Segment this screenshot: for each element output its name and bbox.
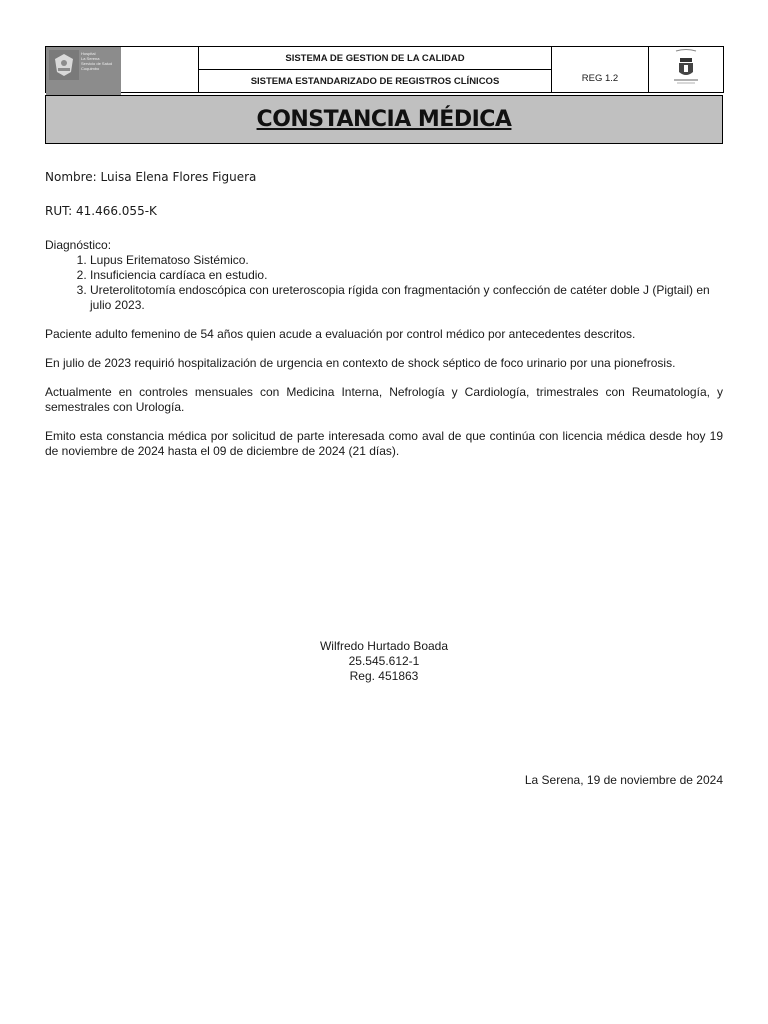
doctor-rut: 25.545.612-1 [348,654,420,668]
body-paragraph: Emito esta constancia médica por solicitud de parte interesada como aval de que continúa con licencia médica desde hoy 19 de noviembre de 2024 hasta el 09 de diciembre de 2024 (21 días). [45,429,723,458]
title-banner [45,95,723,144]
system-subtitle: SISTEMA ESTANDARIZADO DE REGISTROS CLÍNICOS [250,75,500,87]
body-paragraph: Paciente adulto femenino de 54 años quien acude a evaluación por control médico por antecedentes descritos. [45,327,636,341]
place-date: La Serena, 19 de noviembre de 2024 [524,773,723,787]
reg-code: REG 1.2 [581,73,619,84]
logo-line: Coquimbo [81,66,100,71]
body-paragraph: Actualmente en controles mensuales con Medicina Interna, Nefrología y Cardiología, trimestrales con Reumatología, y semestrales con Urología. [45,385,723,414]
reg-code-cell [552,47,649,93]
logo-line: Hospital [81,51,96,56]
hospital-logo [46,47,121,95]
diagnosis-item: 3. Ureterolitotomía endoscópica con ureteroscopia rígida con fragmentación y confección de catéter doble J (Pigtail) en julio 2023. [90,283,723,313]
document-header [45,46,724,93]
system-title: SISTEMA DE GESTION DE LA CALIDAD [199,47,551,70]
patient-name: Nombre: Luisa Elena Flores Figuera [45,170,257,184]
hospital-logo-cell [46,47,199,93]
system-title-cell [199,47,552,93]
government-emblem-icon [49,50,79,80]
patient-rut: RUT: 41.466.055-K [45,204,157,218]
signature-block [234,639,534,684]
logo-line: Servicio de Salud [81,61,113,66]
logo-line: La Serena [81,56,100,61]
doctor-name: Wilfredo Hurtado Boada [319,639,449,653]
municipal-crest-icon [666,47,706,87]
logo-text [81,51,112,71]
diagnosis-item: 2. Insuficiencia cardíaca en estudio. [90,268,723,283]
diagnosis-list [45,253,723,313]
doctor-registration: Reg. 451863 [349,669,419,683]
diagnosis-label: Diagnóstico: [45,238,112,252]
document-title: CONSTANCIA MÉDICA [256,107,512,132]
diagnosis-item: 1. Lupus Eritematoso Sistémico. [90,253,723,268]
body-paragraph: En julio de 2023 requirió hospitalización de urgencia en contexto de shock séptico de foco urinario por una pionefrosis. [45,356,676,370]
document-body [45,168,723,459]
crest-cell [649,47,724,93]
